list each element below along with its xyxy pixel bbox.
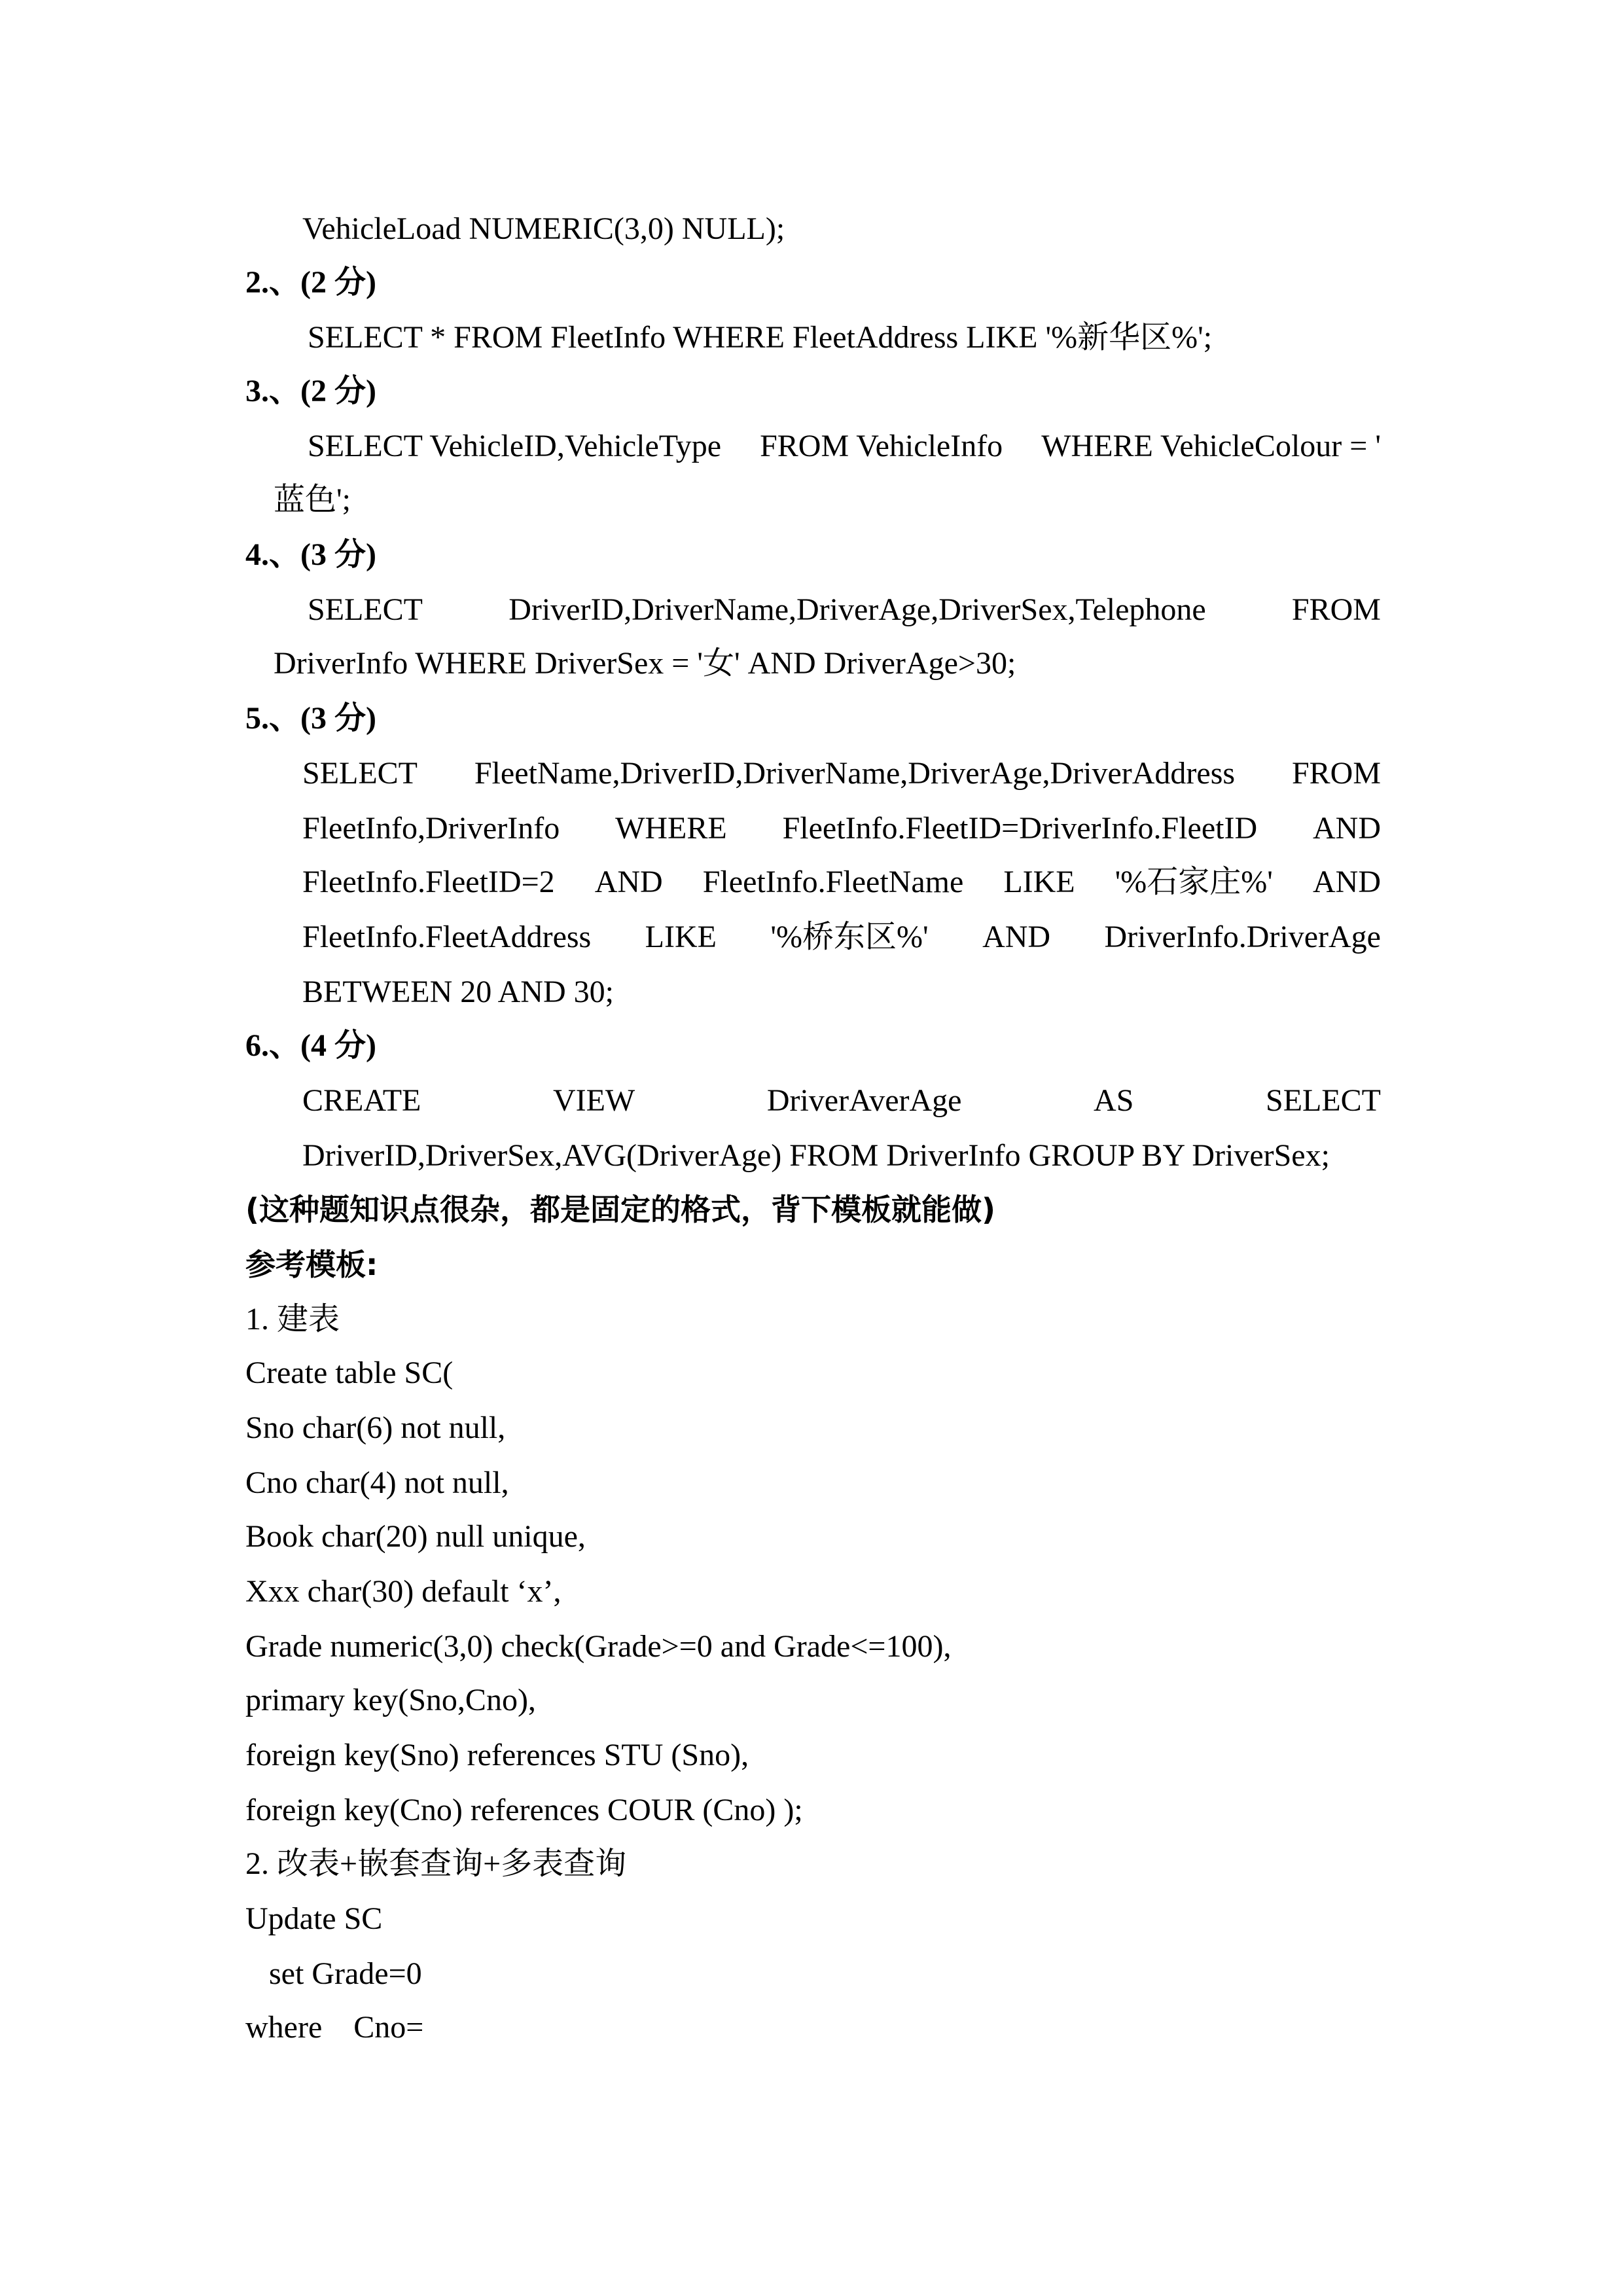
sql-token: LIKE bbox=[1003, 865, 1075, 899]
sql-token: SELECT bbox=[302, 756, 418, 791]
template-heading: 参考模板: bbox=[245, 1247, 378, 1282]
code-line: Sno char(6) not null, bbox=[245, 1410, 506, 1445]
sql-token: FROM VehicleInfo bbox=[760, 429, 1003, 463]
code-line: primary key(Sno,Cno), bbox=[245, 1683, 536, 1717]
sql-token: DriverAverAge bbox=[766, 1083, 962, 1118]
sql-token: DriverInfo.DriverAge bbox=[1104, 920, 1381, 954]
sql-token: AS bbox=[1094, 1083, 1134, 1118]
sql-token: FleetInfo,DriverInfo bbox=[302, 811, 560, 846]
sql-line: SELECT * FROM FleetInfo WHERE FleetAddress LIKE '%新华区%'; bbox=[308, 320, 1213, 355]
code-line: Book char(20) null unique, bbox=[245, 1519, 586, 1554]
question-heading: 6.、(4 分) bbox=[245, 1028, 376, 1063]
sql-token: FROM bbox=[1291, 756, 1381, 791]
sql-token: WHERE VehicleColour = ' bbox=[1041, 429, 1381, 463]
note-text: (这种题知识点很杂，都是固定的格式，背下模板就能做) bbox=[245, 1192, 996, 1227]
sql-token: FleetInfo.FleetAddress bbox=[302, 920, 592, 954]
sql-token: '%石家庄%' bbox=[1115, 865, 1273, 899]
sql-token: VIEW bbox=[552, 1083, 635, 1118]
section-title: 2. 改表+嵌套查询+多表查询 bbox=[245, 1846, 627, 1881]
sql-token: LIKE bbox=[645, 920, 717, 954]
sql-line bbox=[302, 863, 1381, 902]
sql-token: FleetInfo.FleetName bbox=[702, 865, 964, 899]
sql-token: DriverID,DriverName,DriverAge,DriverSex,Telephone bbox=[508, 592, 1206, 627]
sql-line bbox=[302, 754, 1381, 793]
sql-line bbox=[302, 918, 1381, 957]
question-heading: 2.、(2 分) bbox=[245, 265, 376, 300]
sql-token: WHERE bbox=[615, 811, 727, 846]
sql-token: SELECT bbox=[308, 592, 423, 627]
code-line: foreign key(Cno) references COUR (Cno) ); bbox=[245, 1793, 803, 1827]
sql-line: 蓝色'; bbox=[274, 482, 351, 517]
sql-line: DriverInfo WHERE DriverSex = '女' AND DriverAge>30; bbox=[274, 646, 1016, 681]
sql-line bbox=[302, 1081, 1381, 1121]
sql-token: SELECT VehicleID,VehicleType bbox=[308, 429, 722, 463]
section-title: 1. 建表 bbox=[245, 1302, 340, 1336]
sql-token: AND bbox=[982, 920, 1051, 954]
sql-token: AND bbox=[1312, 865, 1381, 899]
sql-line bbox=[308, 427, 1381, 466]
sql-token: FleetInfo.FleetID=2 bbox=[302, 865, 555, 899]
code-line: Xxx char(30) default ‘x’, bbox=[245, 1574, 562, 1609]
sql-token: FleetName,DriverID,DriverName,DriverAge,DriverAddress bbox=[474, 756, 1236, 791]
sql-line bbox=[308, 590, 1381, 630]
question-heading: 4.、(3 分) bbox=[245, 537, 376, 572]
sql-line: DriverID,DriverSex,AVG(DriverAge) FROM DriverInfo GROUP BY DriverSex; bbox=[302, 1138, 1330, 1173]
code-line: Update SC bbox=[245, 1901, 383, 1936]
question-heading: 3.、(2 分) bbox=[245, 374, 376, 408]
code-line: Cno char(4) not null, bbox=[245, 1465, 509, 1500]
sql-line bbox=[302, 809, 1381, 848]
code-line: Create table SC( bbox=[245, 1355, 454, 1390]
sql-token: AND bbox=[1313, 811, 1381, 846]
sql-token: FleetInfo.FleetID=DriverInfo.FleetID bbox=[782, 811, 1258, 846]
sql-token: '%桥东区%' bbox=[770, 920, 929, 954]
question-heading: 5.、(3 分) bbox=[245, 701, 376, 736]
sql-line: BETWEEN 20 AND 30; bbox=[302, 975, 614, 1009]
code-line: foreign key(Sno) references STU (Sno), bbox=[245, 1738, 749, 1772]
code-line: Grade numeric(3,0) check(Grade>=0 and Grade<=100), bbox=[245, 1629, 952, 1664]
sql-token: CREATE bbox=[302, 1083, 421, 1118]
code-line: set Grade=0 bbox=[245, 1956, 422, 1991]
sql-token: AND bbox=[594, 865, 663, 899]
code-line: where Cno= bbox=[245, 2010, 424, 2045]
text-line: VehicleLoad NUMERIC(3,0) NULL); bbox=[302, 211, 785, 246]
sql-token: FROM bbox=[1291, 592, 1381, 627]
sql-token: SELECT bbox=[1266, 1083, 1381, 1118]
